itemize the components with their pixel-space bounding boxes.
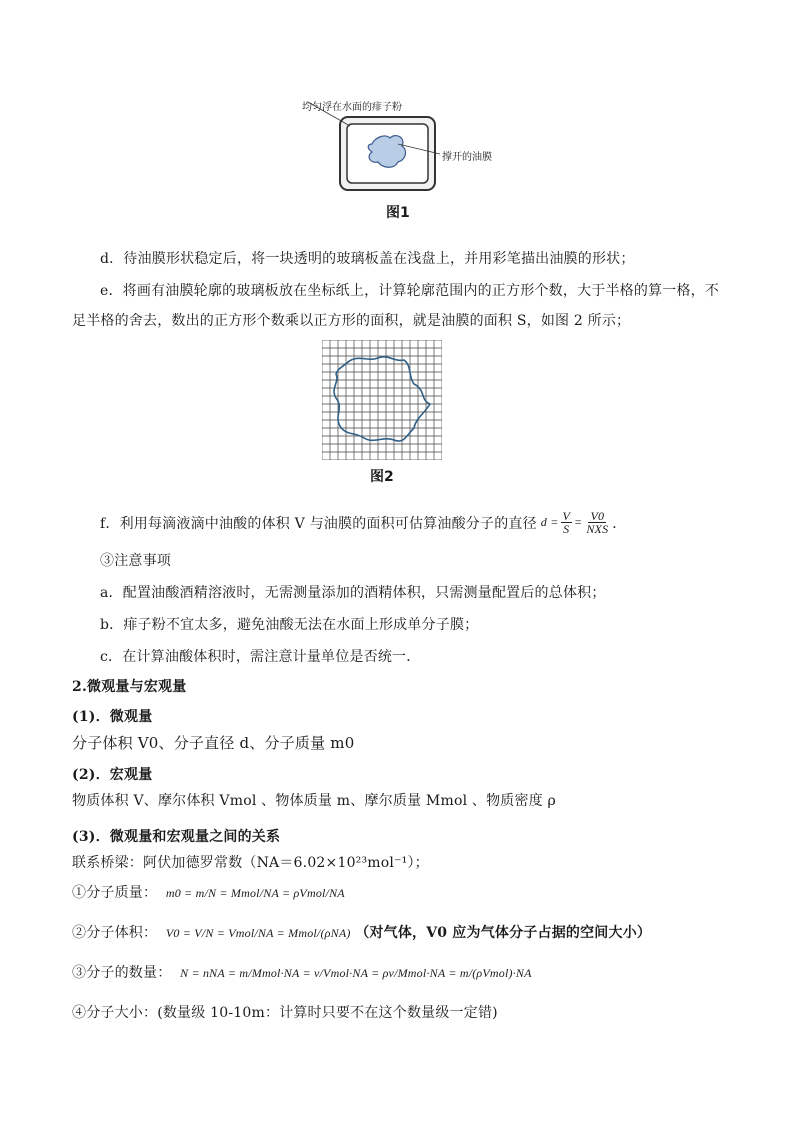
step-e-line2: 足半格的舍去，数出的正方形个数乘以正方形的面积，就是油膜的面积 S，如图 2 所示； — [72, 313, 631, 329]
molecule-volume-label: ②分子体积： — [72, 925, 158, 941]
molecule-mass-equation: m0 = m/N = Mmol/NA = ρVmol/NA — [165, 886, 345, 900]
note-a: a．配置油酸酒精溶液时，无需测量添加的酒精体积，只需测量配置后的总体积； — [100, 585, 606, 601]
relation-title: (3)．微观量和宏观量之间的关系 — [72, 829, 281, 845]
step-f-eq-mid: = — [574, 515, 583, 529]
section-2-title: 2.微观量与宏观量 — [72, 679, 187, 695]
molecule-count-row — [72, 962, 532, 982]
figure-1-label-top: 均匀浮在水面的痱子粉 — [302, 102, 402, 113]
step-f-frac2-num: V0 — [590, 509, 605, 523]
step-f-end: ． — [612, 515, 627, 532]
molecule-count-label: ③分子的数量： — [72, 965, 172, 981]
figure-1 — [290, 92, 510, 202]
micro-body: 分子体积 V0、分子直径 d、分子质量 m0 — [72, 734, 355, 752]
step-f-fraction-2 — [584, 510, 610, 535]
molecule-mass-row — [72, 882, 345, 902]
step-f — [100, 510, 626, 535]
macro-title: (2)．宏观量 — [72, 767, 153, 783]
note-c: c．在计算油酸体积时，需注意计量单位是否统一． — [100, 649, 421, 665]
step-f-frac1-den: S — [563, 522, 570, 536]
notes-heading: ③注意事项 — [100, 553, 171, 569]
step-f-eq-lhs: d = — [540, 515, 559, 529]
molecule-mass-label: ①分子质量： — [72, 885, 158, 901]
bridge-text: 联系桥梁：阿伏加德罗常数（NA＝6.02×10²³mol⁻¹）； — [72, 855, 429, 871]
step-f-frac1-num: V — [562, 509, 571, 523]
coordinate-grid — [322, 340, 442, 460]
note-b: b．痱子粉不宜太多，避免油酸无法在水面上形成单分子膜； — [100, 617, 479, 633]
micro-title: (1)．微观量 — [72, 709, 153, 725]
step-e-line1: e．将画有油膜轮廓的玻璃板放在坐标纸上，计算轮廓范围内的正方形个数，大于半格的算一格，不 — [100, 283, 720, 299]
step-d: d．待油膜形状稳定后，将一块透明的玻璃板盖在浅盘上，并用彩笔描出油膜的形状； — [100, 251, 635, 267]
molecule-volume-note: （对气体，V0 应为气体分子占据的空间大小） — [355, 925, 652, 941]
macro-body: 物质体积 V、摩尔体积 Vmol 、物体质量 m、摩尔质量 Mmol 、物质密度 ρ — [72, 793, 556, 809]
figure-1-caption: 图1 — [386, 205, 410, 221]
figure-1-label-right: 撑开的油膜 — [442, 152, 492, 163]
molecule-volume-row — [72, 922, 651, 942]
figure-2-caption: 图2 — [370, 469, 394, 485]
step-f-fraction-1 — [561, 510, 573, 535]
step-f-text: f．利用每滴液滴中油酸的体积 V 与油膜的面积可估算油酸分子的直径 — [100, 515, 537, 532]
figure-2 — [322, 340, 442, 460]
step-f-frac2-den: NXS — [586, 522, 609, 536]
molecule-size: ④分子大小：(数量级 10-10m：计算时只要不在这个数量级一定错) — [72, 1005, 498, 1021]
molecule-volume-equation: V0 = V/N = Vmol/NA = Mmol/(ρNA) — [165, 926, 351, 940]
molecule-count-equation: N = nNA = m/Mmol·NA = v/Vmol·NA = ρv/Mmol·NA = m/(ρVmol)·NA — [180, 966, 532, 980]
